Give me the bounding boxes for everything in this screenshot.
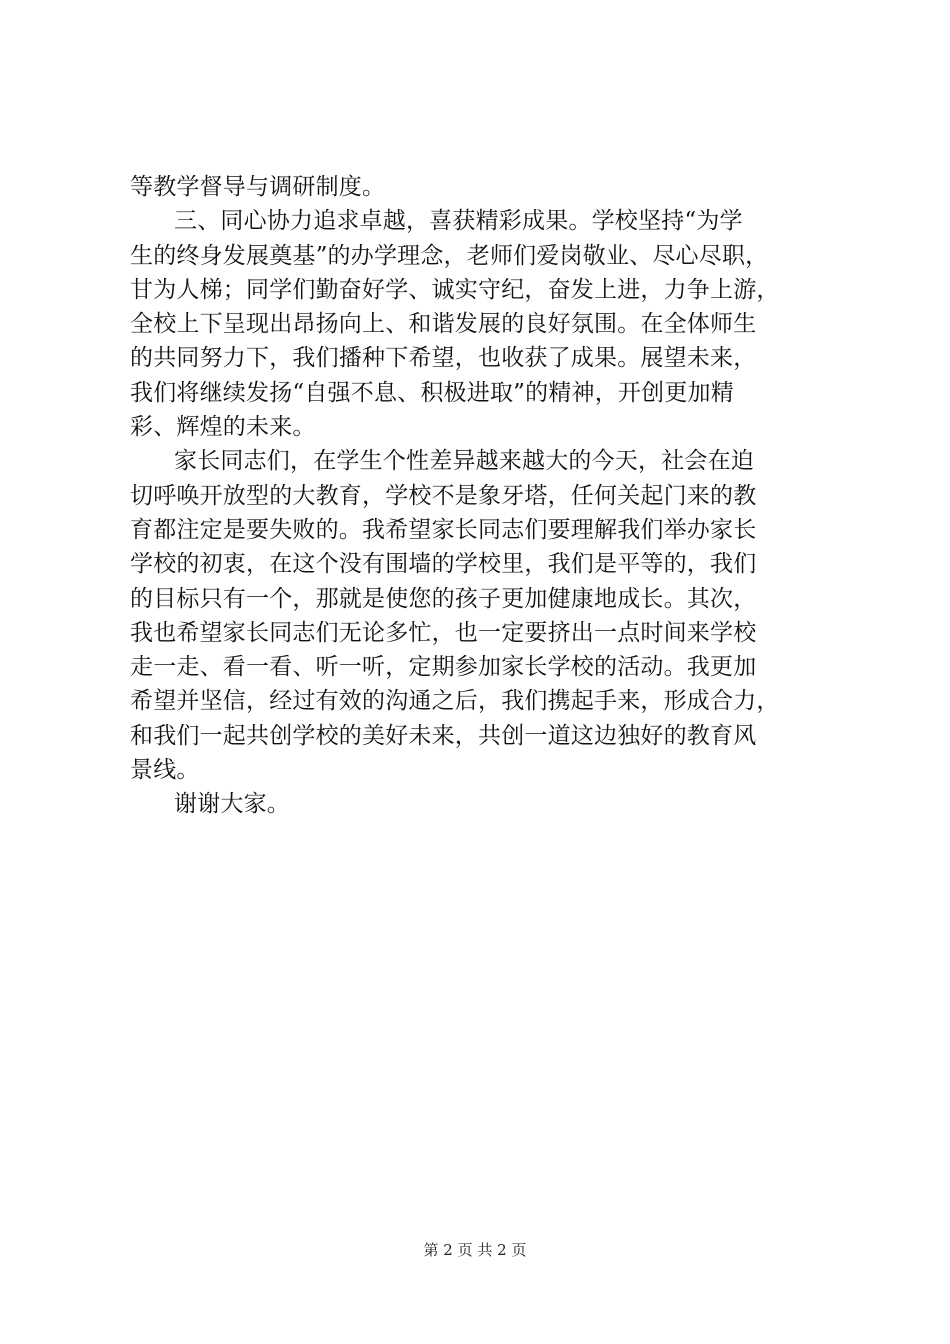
paragraph-three-start: 三、同心协力追求卓越，喜获精彩成果。学校坚持“为学 bbox=[174, 208, 743, 235]
text-line: 彩、辉煌的未来。 bbox=[130, 414, 316, 441]
text-line: 的共同努力下，我们播种下希望，也收获了成果。展望未来， bbox=[130, 345, 757, 372]
paragraph-parents-start: 家长同志们，在学生个性差异越来越大的今天，社会在迫 bbox=[174, 448, 754, 475]
text-line: 学校的初衷，在这个没有围墙的学校里，我们是平等的，我们 bbox=[130, 551, 757, 578]
text-line: 走一走、看一看、听一听，定期参加家长学校的活动。我更加 bbox=[130, 654, 757, 681]
page-number-label: 第 2 页 共 2 页 bbox=[423, 1241, 527, 1259]
text-line: 我们将继续发扬“自强不息、积极进取”的精神，开创更加精 bbox=[130, 379, 734, 406]
closing-thanks: 谢谢大家。 bbox=[174, 791, 290, 818]
text-line: 生的终身发展奠基”的办学理念，老师们爱岗敬业、尽心尽职， bbox=[130, 242, 769, 269]
page-footer bbox=[0, 1240, 950, 1260]
text-line: 的目标只有一个，那就是使您的孩子更加健康地成长。其次， bbox=[130, 585, 757, 612]
text-line: 切呼唤开放型的大教育，学校不是象牙塔，任何关起门来的教 bbox=[130, 482, 757, 509]
document-body bbox=[130, 170, 822, 822]
text-line: 等教学督导与调研制度。 bbox=[130, 174, 386, 200]
text-line: 希望并坚信，经过有效的沟通之后，我们携起手来，形成合力， bbox=[130, 688, 780, 715]
text-line: 景线。 bbox=[130, 757, 200, 784]
text-line: 和我们一起共创学校的美好未来，共创一道这边独好的教育风 bbox=[130, 722, 757, 749]
text-line: 我也希望家长同志们无论多忙，也一定要挤出一点时间来学校 bbox=[130, 619, 757, 646]
text-line: 育都注定是要失败的。我希望家长同志们要理解我们举办家长 bbox=[130, 516, 757, 543]
text-line: 全校上下呈现出昂扬向上、和谐发展的良好氛围。在全体师生 bbox=[130, 311, 757, 338]
text-line: 甘为人梯；同学们勤奋好学、诚实守纪，奋发上进，力争上游， bbox=[130, 276, 780, 303]
